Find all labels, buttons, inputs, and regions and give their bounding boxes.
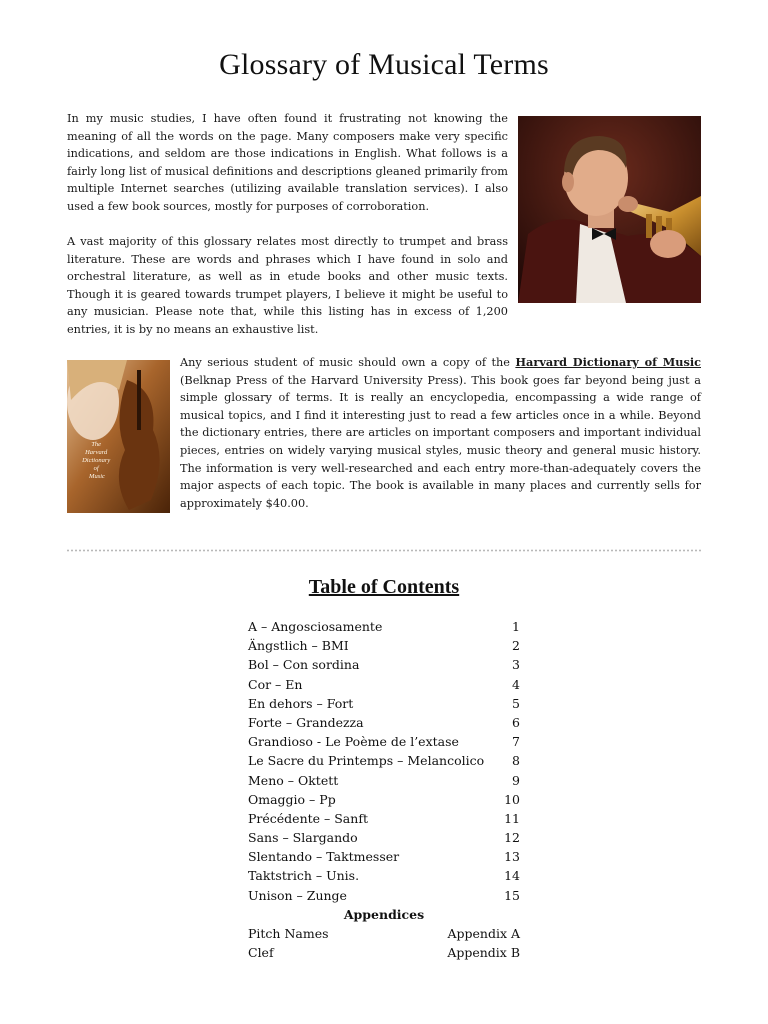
toc-entry-range: Taktstrich – Unis. bbox=[248, 868, 360, 884]
intro-paragraph-3 bbox=[180, 354, 701, 512]
toc-entry-page: 4 bbox=[512, 676, 520, 692]
toc-entry-page: 8 bbox=[512, 753, 520, 769]
toc-row bbox=[248, 886, 520, 905]
toc-entry-range: Forte – Grandezza bbox=[248, 714, 364, 730]
toc-entry-page: 5 bbox=[512, 695, 520, 711]
book-cover-title: The Harvard Dictionary of Music bbox=[82, 441, 111, 480]
page-title: Glossary of Musical Terms bbox=[219, 48, 549, 81]
paragraph-3-body: (Belknap Press of the Harvard University Press). This book goes far beyond being just a simple glossary of terms. It is really an encyclopedia, encompassing a wide range of musical topics, and I find it interesting just to read a few articles once in a while. Beyond the dictionary entries, there are articles on important composers and important individual pieces, entries on widely varying musical styles, music theory and general music history. The information is very well-researched and each entry more-than-adequately covers the major aspects of each topic. The book is available in many places and currently sells for approximately $40.00. bbox=[180, 373, 701, 510]
toc-entry-range: Clef bbox=[248, 945, 274, 961]
toc-entry-page: 15 bbox=[504, 887, 520, 903]
toc-entry-page: 2 bbox=[512, 638, 520, 654]
trumpet-player-illustration bbox=[518, 116, 701, 303]
toc-entry-page: Appendix A bbox=[447, 926, 520, 941]
toc-row bbox=[248, 790, 520, 809]
toc-entry-page: Appendix B bbox=[447, 945, 520, 961]
harvard-dictionary-title: Harvard Dictionary of Music bbox=[515, 355, 701, 369]
toc-row bbox=[248, 675, 520, 694]
toc-row bbox=[248, 694, 520, 713]
toc-entry-page: 11 bbox=[504, 810, 520, 826]
toc-row bbox=[248, 655, 520, 674]
toc-row bbox=[248, 636, 520, 655]
toc-entry-range: Sans – Slargando bbox=[248, 830, 358, 846]
toc-entry-page: 13 bbox=[504, 849, 520, 865]
trumpet-player-photo bbox=[518, 116, 701, 303]
toc-row bbox=[248, 771, 520, 790]
toc-entry-range: Pitch Names bbox=[248, 926, 329, 941]
paragraph-3-lead: Any serious student of music should own a copy of the bbox=[180, 356, 516, 369]
toc-entry-page: 12 bbox=[504, 830, 520, 846]
section-divider bbox=[66, 549, 702, 552]
toc-entry-range: A – Angosciosamente bbox=[248, 619, 383, 634]
toc-entry-page: 7 bbox=[512, 734, 520, 750]
toc-row bbox=[248, 809, 520, 828]
toc-row bbox=[248, 828, 520, 847]
toc-row bbox=[248, 924, 520, 943]
toc-entry-range: Grandioso - Le Poème de l’extase bbox=[248, 734, 459, 750]
toc-row bbox=[248, 713, 520, 732]
intro-paragraph-2: A vast majority of this glossary relates most directly to trumpet and brass literature. These are words and phrases which I have found in solo and orchestral literature, as well as in etude books and other music texts. Though it is geared towards trumpet players, I believe it might be useful to any musician. Please note that, while this listing has in excess of 1,200 entries, it is by no means an exhaustive list. bbox=[67, 235, 508, 336]
toc-entry-range: Omaggio – Pp bbox=[248, 791, 336, 807]
toc-row bbox=[248, 943, 520, 962]
toc-entries bbox=[248, 617, 520, 905]
toc-entry-range: Ängstlich – BMI bbox=[248, 638, 349, 654]
toc-entry-page: 3 bbox=[512, 657, 520, 673]
toc-row bbox=[248, 751, 520, 770]
toc-entry-range: Cor – En bbox=[248, 676, 303, 692]
toc-row bbox=[248, 847, 520, 866]
intro-paragraph-1: In my music studies, I have often found it frustrating not knowing the meaning of all the words on the page. Many composers make very specific indications, and seldom are those indications in English. What follows is a fairly long list of musical definitions and descriptions gleaned primarily from multiple Internet searches (utilizing available translation services). I also used a few book sources, mostly for purposes of corroboration. bbox=[67, 112, 508, 213]
toc-row bbox=[248, 617, 520, 636]
toc-title: Table of Contents bbox=[308, 576, 460, 598]
toc-entry-page: 9 bbox=[512, 772, 520, 788]
toc-entry-range: Précédente – Sanft bbox=[248, 810, 368, 826]
toc-row bbox=[248, 732, 520, 751]
table-of-contents bbox=[248, 617, 520, 962]
toc-appendices bbox=[248, 924, 520, 962]
toc-row bbox=[248, 866, 520, 885]
toc-entry-page: 6 bbox=[512, 714, 520, 730]
toc-entry-page: 10 bbox=[504, 791, 520, 807]
toc-entry-range: Meno – Oktett bbox=[248, 772, 339, 788]
toc-entry-range: Slentando – Taktmesser bbox=[248, 849, 400, 865]
toc-entry-range: Unison – Zunge bbox=[248, 887, 347, 903]
toc-entry-range: Le Sacre du Printemps – Melancolico bbox=[248, 753, 485, 769]
toc-entry-page: 14 bbox=[504, 868, 520, 884]
toc-entry-range: En dehors – Fort bbox=[248, 695, 354, 711]
book-cover-illustration bbox=[67, 360, 170, 513]
toc-entry-page: 1 bbox=[512, 619, 520, 634]
harvard-dictionary-cover-photo bbox=[67, 360, 170, 513]
toc-entry-range: Bol – Con sordina bbox=[248, 657, 360, 673]
appendices-heading: Appendices bbox=[343, 906, 425, 922]
